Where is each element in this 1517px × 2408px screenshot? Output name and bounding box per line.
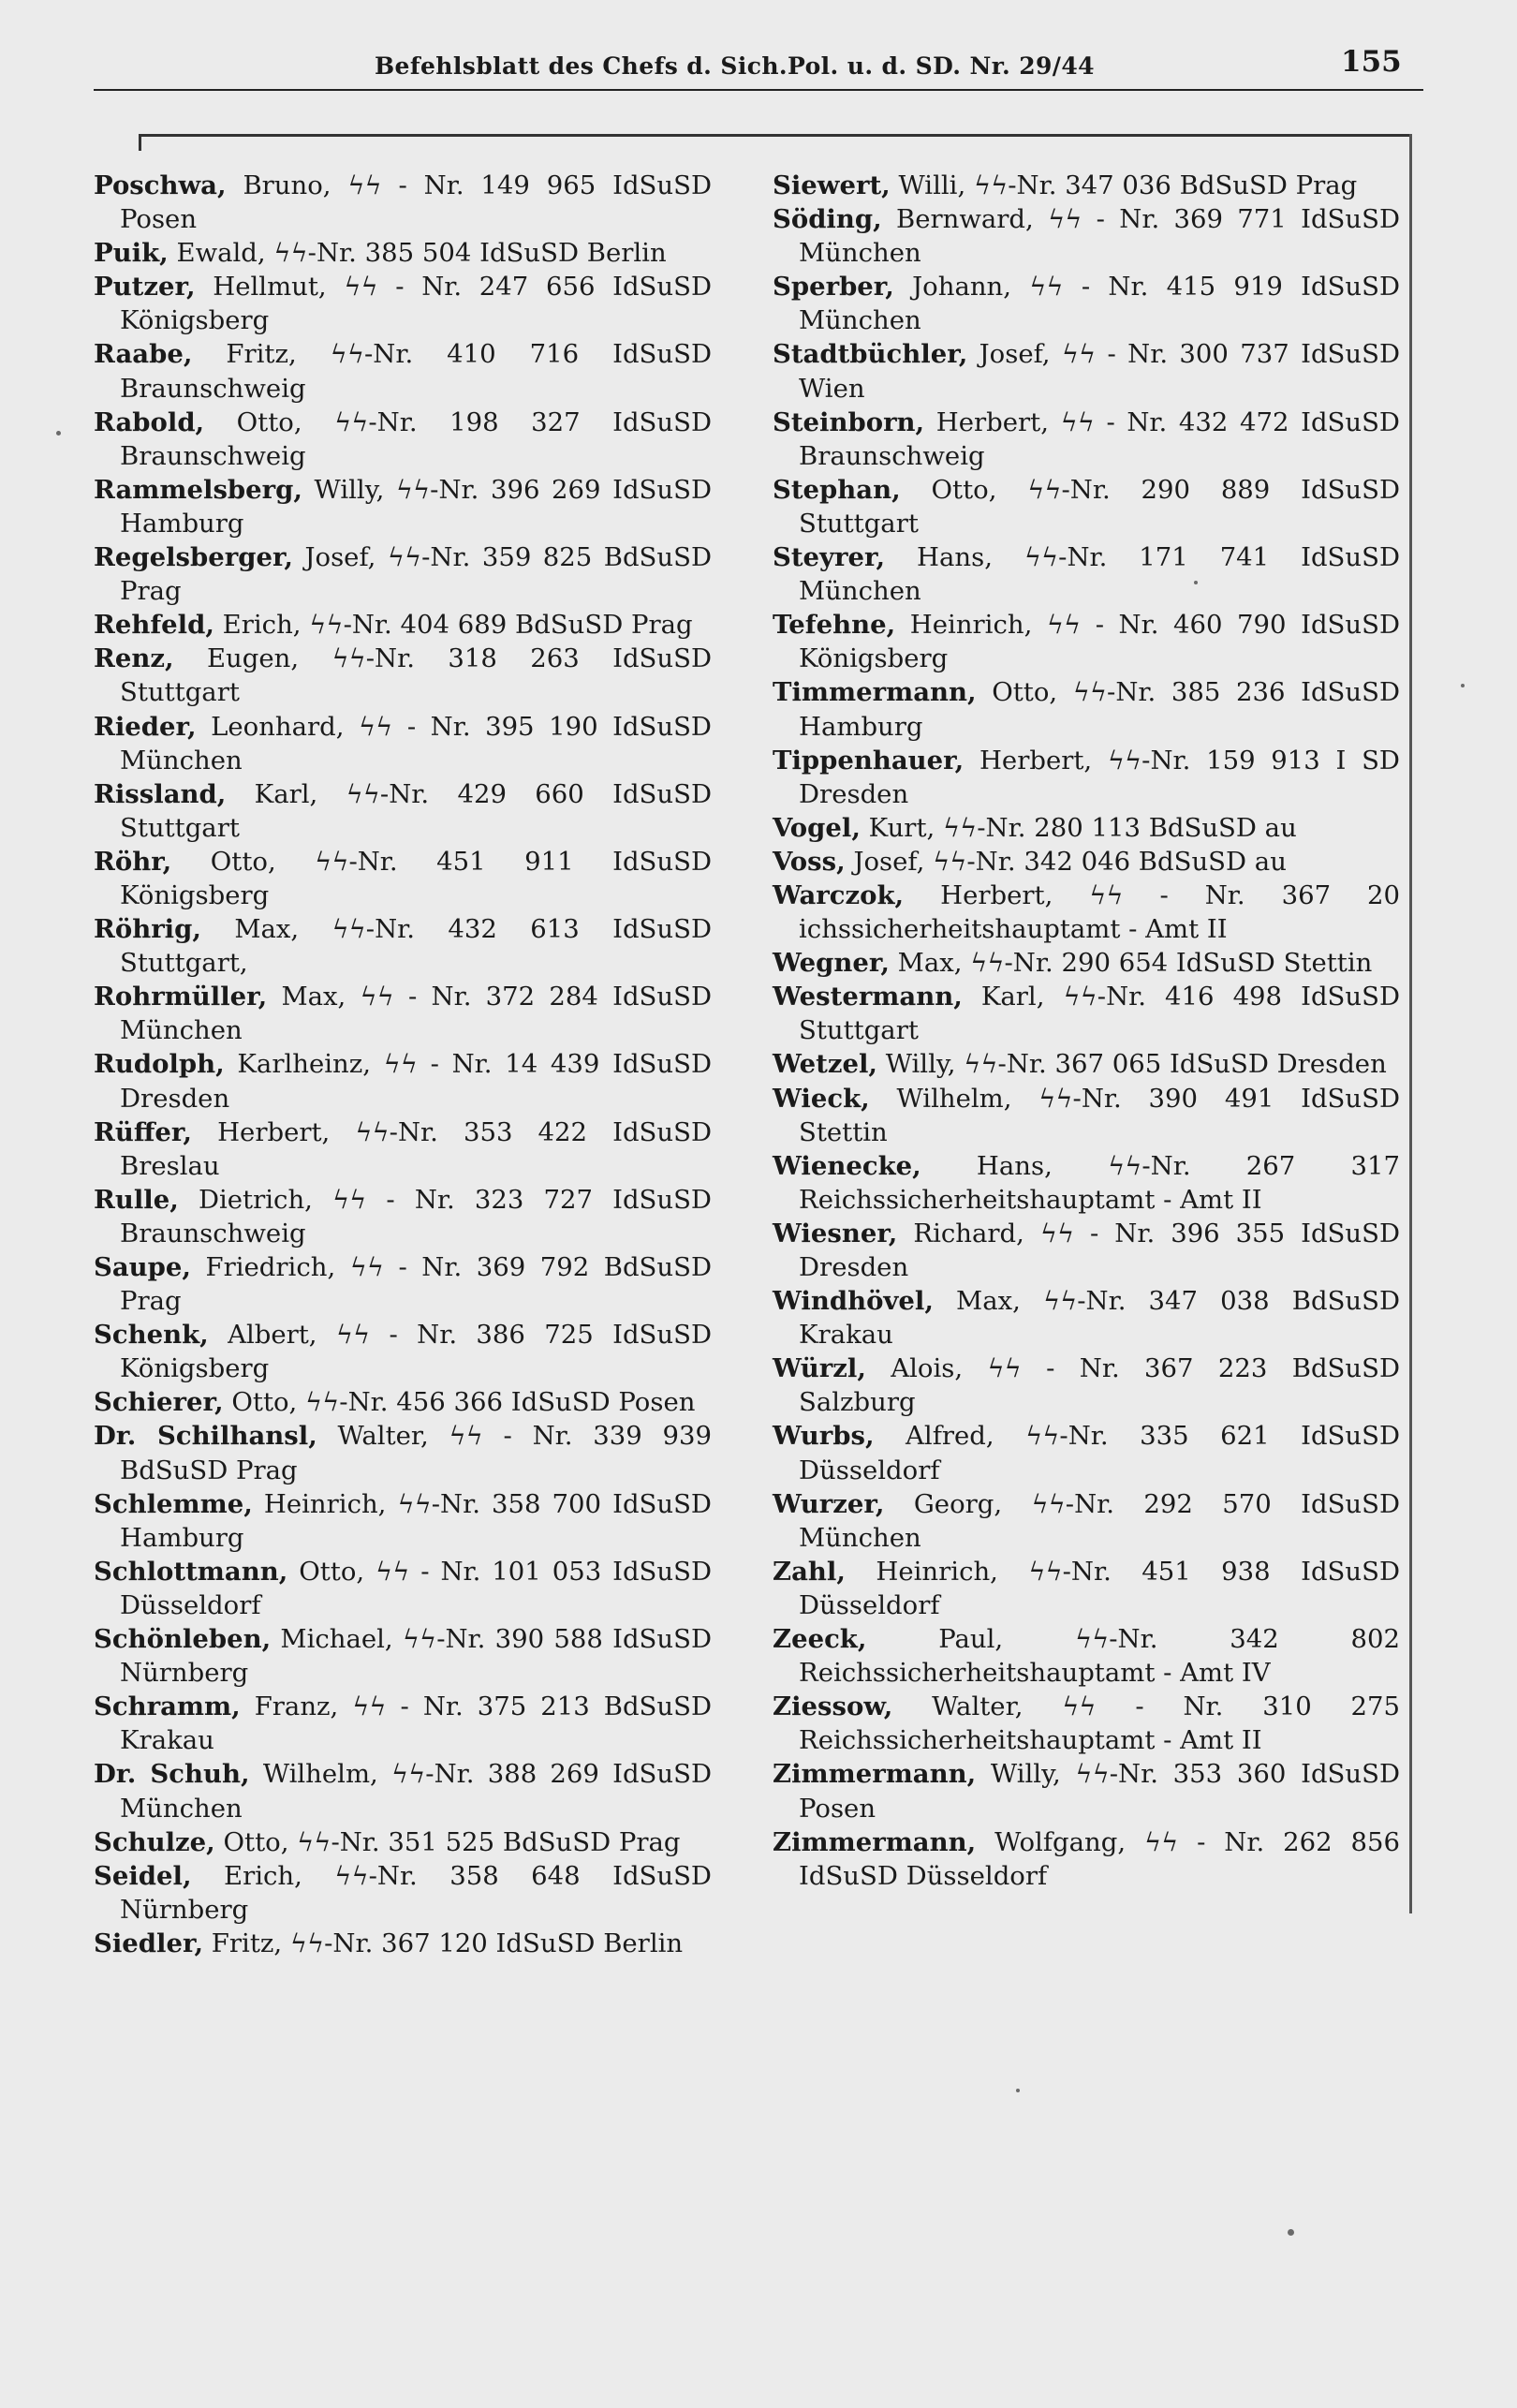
page-number: 155 [1341, 45, 1402, 79]
entry-details: Eugen, ϟϟ-Nr. 318 263 IdSuSD Stuttgart [120, 643, 712, 708]
entry-details: Erich, ϟϟ-Nr. 358 648 IdSuSD Nürnberg [120, 1860, 712, 1925]
entry-details: Herbert, ϟϟ - Nr. 367 20 ichssicherheitshauptamt - Amt II [799, 879, 1400, 945]
entry-name: Rohrmüller, [94, 982, 268, 1012]
entry-name: Stadtbüchler, [773, 339, 968, 370]
entry-name: Schramm, [94, 1692, 241, 1722]
entry-name: Röhr, [94, 846, 172, 877]
entry-details: Albert, ϟϟ - Nr. 386 725 IdSuSD Königsberg [120, 1320, 712, 1384]
entry-name: Renz, [94, 643, 174, 674]
list-item [94, 1250, 712, 1318]
entry-name: Zahl, [773, 1556, 846, 1587]
entry-name: Warczok, [773, 879, 905, 910]
entry-details: Karl, ϟϟ-Nr. 429 660 IdSuSD Stuttgart [120, 778, 712, 843]
entry-details: Ewald, ϟϟ-Nr. 385 504 IdSuSD Berlin [176, 238, 667, 269]
entry-name: Wieck, [773, 1083, 870, 1114]
list-item [773, 675, 1400, 743]
entry-details: Josef, ϟϟ-Nr. 359 825 BdSuSD Prag [120, 542, 712, 607]
list-item [94, 406, 712, 473]
list-item [94, 980, 712, 1047]
entry-details: Franz, ϟϟ - Nr. 375 213 BdSuSD Krakau [120, 1692, 712, 1756]
entry-details: Otto, ϟϟ - Nr. 101 053 IdSuSD Düsseldorf [120, 1556, 712, 1620]
entry-details: Herbert, ϟϟ - Nr. 432 472 IdSuSD Braunschweig [799, 406, 1400, 471]
list-item [94, 1047, 712, 1115]
entry-details: Willy, ϟϟ-Nr. 367 065 IdSuSD Dresden [885, 1049, 1387, 1080]
list-item [773, 1487, 1400, 1555]
entry-name: Schulze, [94, 1826, 215, 1857]
entry-name: Wiesner, [773, 1218, 898, 1248]
list-item [773, 879, 1400, 946]
entry-details: Alfred, ϟϟ-Nr. 335 621 IdSuSD Düsseldorf [799, 1421, 1400, 1485]
entry-details: Paul, ϟϟ-Nr. 342 802 Reichssicherheitshauptamt - Amt IV [799, 1624, 1400, 1689]
entry-name: Raabe, [94, 339, 193, 370]
list-item [94, 642, 712, 709]
entry-name: Ziessow, [773, 1692, 893, 1722]
list-item [94, 1757, 712, 1824]
list-item [773, 845, 1400, 879]
list-item [94, 777, 712, 845]
entry-details: Otto, ϟϟ-Nr. 385 236 IdSuSD Hamburg [799, 677, 1400, 742]
entry-name: Regelsberger, [94, 542, 294, 573]
entry-name: Schlemme, [94, 1488, 253, 1519]
entry-name: Rammelsberg, [94, 474, 302, 505]
entry-name: Rieder, [94, 711, 197, 742]
list-item [773, 1047, 1400, 1081]
entry-name: Rissland, [94, 778, 227, 809]
entry-name: Rudolph, [94, 1049, 225, 1080]
list-item [773, 811, 1400, 845]
print-speck [56, 431, 61, 436]
entry-name: Würzl, [773, 1353, 866, 1384]
entry-details: Willy, ϟϟ-Nr. 396 269 IdSuSD Hamburg [120, 474, 712, 539]
list-item [773, 608, 1400, 675]
page-header [0, 37, 1517, 94]
entry-details: Herbert, ϟϟ-Nr. 353 422 IdSuSD Breslau [120, 1116, 712, 1181]
entry-details: Georg, ϟϟ-Nr. 292 570 IdSuSD München [799, 1488, 1401, 1553]
left-column [94, 169, 712, 1960]
entry-details: Otto, ϟϟ-Nr. 351 525 BdSuSD Prag [223, 1826, 681, 1857]
entry-name: Poschwa, [94, 170, 227, 200]
list-item [773, 337, 1400, 405]
entry-details: Bernward, ϟϟ - Nr. 369 771 IdSuSD München [799, 204, 1400, 269]
entry-details: Josef, ϟϟ - Nr. 300 737 IdSuSD Wien [799, 339, 1400, 404]
list-item [773, 473, 1400, 540]
list-item [94, 1318, 712, 1385]
entry-details: Dietrich, ϟϟ - Nr. 323 727 IdSuSD Braunschweig [120, 1184, 712, 1248]
list-item [94, 1927, 712, 1960]
entry-name: Wetzel, [773, 1049, 877, 1080]
entry-name: Dr. Schuh, [94, 1759, 250, 1790]
list-item [94, 1183, 712, 1250]
entry-details: Otto, ϟϟ-Nr. 451 911 IdSuSD Königsberg [120, 846, 712, 910]
entry-name: Wegner, [773, 948, 890, 979]
list-item [94, 845, 712, 912]
list-item [773, 1622, 1400, 1690]
entry-details: Max, ϟϟ-Nr. 347 038 BdSuSD Krakau [799, 1286, 1401, 1351]
list-item [94, 710, 712, 777]
publication-title: Befehlsblatt des Chefs d. Sich.Pol. u. d. SD. Nr. 29/44 [375, 52, 1095, 80]
list-item [773, 1082, 1400, 1149]
list-item [94, 608, 712, 642]
entry-details: Fritz, ϟϟ-Nr. 367 120 IdSuSD Berlin [211, 1928, 684, 1958]
entry-details: Erich, ϟϟ-Nr. 404 689 BdSuSD Prag [222, 610, 693, 641]
entry-details: Heinrich, ϟϟ-Nr. 451 938 IdSuSD Düsseldorf [799, 1556, 1400, 1620]
entry-details: Walter, ϟϟ - Nr. 310 275 Reichssicherheitshauptamt - Amt II [799, 1692, 1400, 1756]
entry-details: Max, ϟϟ-Nr. 432 613 IdSuSD Stuttgart, [120, 914, 712, 979]
entry-name: Voss, [773, 846, 846, 877]
entry-name: Wurzer, [773, 1488, 885, 1519]
list-item [94, 236, 712, 270]
list-item [773, 1284, 1400, 1352]
list-item [94, 912, 712, 980]
entry-name: Zimmermann, [773, 1826, 977, 1857]
entry-details: Heinrich, ϟϟ - Nr. 460 790 IdSuSD Königsberg [799, 610, 1400, 674]
list-item [773, 1825, 1400, 1893]
entry-name: Saupe, [94, 1252, 191, 1282]
print-speck [1194, 581, 1198, 584]
entry-name: Schenk, [94, 1320, 209, 1351]
entry-details: Otto, ϟϟ-Nr. 456 366 IdSuSD Posen [231, 1387, 696, 1418]
list-item [773, 406, 1400, 473]
entry-name: Windhövel, [773, 1286, 934, 1317]
list-item [773, 744, 1400, 811]
entry-name: Siedler, [94, 1928, 204, 1958]
entry-name: Tippenhauer, [773, 745, 965, 776]
entry-details: Max, ϟϟ - Nr. 372 284 IdSuSD München [120, 982, 712, 1046]
list-item [773, 1419, 1400, 1486]
entry-details: Wilhelm, ϟϟ-Nr. 388 269 IdSuSD München [120, 1759, 712, 1824]
list-item [94, 1825, 712, 1859]
list-item [94, 1690, 712, 1757]
right-column [773, 169, 1400, 1893]
entry-details: Hans, ϟϟ-Nr. 171 741 IdSuSD München [799, 542, 1400, 607]
entry-name: Steinborn, [773, 406, 925, 437]
entry-name: Rehfeld, [94, 610, 214, 641]
entry-details: Fritz, ϟϟ-Nr. 410 716 IdSuSD Braunschweig [120, 339, 712, 404]
list-item [94, 1419, 712, 1486]
entry-name: Zimmermann, [773, 1759, 977, 1790]
entry-name: Sperber, [773, 272, 894, 303]
entry-details: Alois, ϟϟ - Nr. 367 223 BdSuSD Salzburg [799, 1353, 1400, 1418]
entry-details: Otto, ϟϟ-Nr. 290 889 IdSuSD Stuttgart [799, 474, 1401, 539]
entry-name: Stephan, [773, 474, 901, 505]
entry-name: Steyrer, [773, 542, 886, 573]
list-item [94, 337, 712, 405]
list-item [773, 202, 1400, 270]
entry-name: Tefehne, [773, 610, 896, 641]
list-item [94, 473, 712, 540]
entry-name: Röhrig, [94, 914, 201, 945]
print-speck [1461, 684, 1465, 687]
entry-name: Puik, [94, 238, 169, 269]
list-item [94, 1622, 712, 1690]
entry-name: Schlottmann, [94, 1556, 288, 1587]
entry-name: Söding, [773, 204, 882, 235]
entry-name: Rulle, [94, 1184, 179, 1215]
entry-name: Schierer, [94, 1387, 224, 1418]
entry-name: Wurbs, [773, 1421, 875, 1452]
entry-details: Walter, ϟϟ - Nr. 339 939 BdSuSD Prag [120, 1421, 712, 1485]
list-item [773, 1149, 1400, 1217]
entry-name: Dr. Schilhansl, [94, 1421, 317, 1452]
entry-name: Schönleben, [94, 1624, 272, 1655]
entry-details: Willi, ϟϟ-Nr. 347 036 BdSuSD Prag [898, 170, 1358, 200]
list-item [773, 1690, 1400, 1757]
entry-details: Wilhelm, ϟϟ-Nr. 390 491 IdSuSD Stettin [799, 1083, 1400, 1147]
entry-name: Siewert, [773, 170, 891, 200]
entry-details: Michael, ϟϟ-Nr. 390 588 IdSuSD Nürnberg [120, 1624, 712, 1689]
list-item [773, 1217, 1400, 1284]
entry-name: Westermann, [773, 982, 963, 1012]
entry-details: Max, ϟϟ-Nr. 290 654 IdSuSD Stettin [897, 948, 1373, 979]
entry-details: Wolfgang, ϟϟ - Nr. 262 856 IdSuSD Düsseldorf [799, 1826, 1400, 1891]
entry-details: Hellmut, ϟϟ - Nr. 247 656 IdSuSD Königsberg [120, 272, 712, 336]
entry-name: Timmermann, [773, 677, 977, 708]
list-item [773, 946, 1400, 980]
header-rule [94, 89, 1423, 91]
entry-details: Richard, ϟϟ - Nr. 396 355 IdSuSD Dresden [799, 1218, 1400, 1282]
list-item [773, 1352, 1400, 1419]
list-item [773, 980, 1400, 1047]
entry-name: Wienecke, [773, 1150, 921, 1181]
entry-name: Seidel, [94, 1860, 192, 1891]
entry-name: Putzer, [94, 272, 196, 303]
list-item [94, 270, 712, 337]
entry-name: Zeeck, [773, 1624, 867, 1655]
list-item [773, 1757, 1400, 1824]
entry-details: Bruno, ϟϟ - Nr. 149 965 IdSuSD Posen [120, 170, 712, 235]
entry-details: Hans, ϟϟ-Nr. 267 317 Reichssicherheitshauptamt - Amt II [799, 1150, 1400, 1215]
list-item [94, 1115, 712, 1183]
entry-details: Friedrich, ϟϟ - Nr. 369 792 BdSuSD Prag [120, 1252, 712, 1317]
list-item [773, 540, 1400, 608]
list-item [773, 169, 1400, 202]
entry-details: Johann, ϟϟ - Nr. 415 919 IdSuSD München [799, 272, 1401, 336]
entry-details: Karl, ϟϟ-Nr. 416 498 IdSuSD Stuttgart [799, 982, 1400, 1046]
entry-details: Kurt, ϟϟ-Nr. 280 113 BdSuSD au [868, 812, 1297, 843]
list-item [773, 1555, 1400, 1622]
print-speck [1016, 2089, 1020, 2092]
list-item [94, 1859, 712, 1927]
entry-name: Rabold, [94, 406, 205, 437]
frame-rule-right [1409, 134, 1412, 1913]
list-item [94, 1555, 712, 1622]
list-item [94, 1487, 712, 1555]
entry-details: Heinrich, ϟϟ-Nr. 358 700 IdSuSD Hamburg [120, 1488, 712, 1553]
entry-details: Herbert, ϟϟ-Nr. 159 913 I SD Dresden [799, 745, 1400, 809]
entry-details: Leonhard, ϟϟ - Nr. 395 190 IdSuSD München [120, 711, 712, 776]
entry-details: Josef, ϟϟ-Nr. 342 046 BdSuSD au [853, 846, 1287, 877]
list-item [94, 540, 712, 608]
list-item [94, 169, 712, 236]
print-speck [1288, 2229, 1294, 2236]
entry-name: Rüffer, [94, 1116, 192, 1147]
entry-name: Vogel, [773, 812, 861, 843]
frame-rule-left [139, 134, 141, 151]
list-item [94, 1385, 712, 1419]
entry-details: Karlheinz, ϟϟ - Nr. 14 439 IdSuSD Dresden [120, 1049, 712, 1114]
entry-details: Willy, ϟϟ-Nr. 353 360 IdSuSD Posen [799, 1759, 1400, 1824]
list-item [773, 270, 1400, 337]
frame-rule [139, 134, 1412, 137]
entry-details: Otto, ϟϟ-Nr. 198 327 IdSuSD Braunschweig [120, 406, 712, 471]
